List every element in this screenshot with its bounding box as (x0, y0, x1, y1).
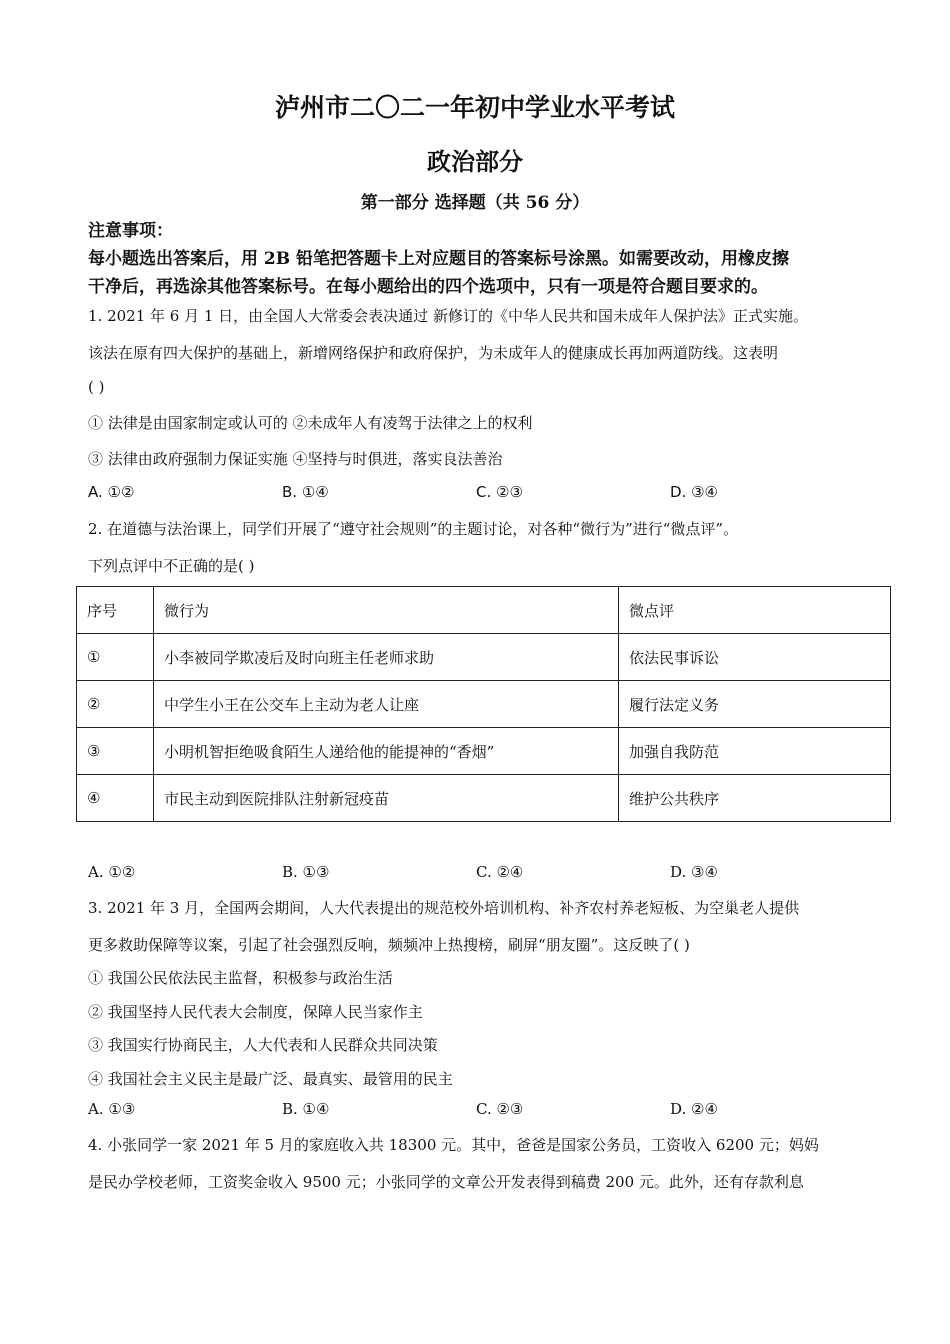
q2-option-b[interactable]: B. ①③ (282, 863, 330, 881)
q3-stem-line-1: 3. 2021 年 3 月，全国两会期间，人大代表提出的规范校外培训机构、补齐农村养老短板、为空巢老人提供 (88, 899, 800, 917)
q1-option-c[interactable]: C. ②③ (476, 483, 523, 501)
q2-option-a[interactable]: A. ①② (88, 863, 136, 881)
exam-subtitle: 政治部分 (427, 147, 523, 176)
q1-stem-line-1: 1. 2021 年 6 月 1 日，由全国人大常委会表决通过 新修订的《中华人民共和国未成年人保护法》正式实施。 (88, 307, 808, 325)
row-behavior: 市民主动到医院排队注射新冠疫苗 (154, 775, 619, 822)
q3-statement-2: ② 我国坚持人民代表大会制度，保障人民当家作主 (88, 1003, 423, 1021)
row-comment: 维护公共秩序 (619, 775, 891, 822)
notice-heading: 注意事项： (88, 221, 173, 241)
q3-stem-line-2: 更多救助保障等议案，引起了社会强烈反响，频频冲上热搜榜，刷屏“朋友圈”。这反映了( ) (88, 936, 690, 954)
q3-statement-4: ④ 我国社会主义民主是最广泛、最真实、最管用的民主 (88, 1070, 453, 1088)
notice-line-2: 干净后，再选涂其他答案标号。在每小题给出的四个选项中，只有一项是符合题目要求的。 (88, 277, 768, 297)
row-behavior: 小李被同学欺凌后及时向班主任老师求助 (154, 634, 619, 681)
notice-line-1: 每小题选出答案后，用 2B 铅笔把答题卡上对应题目的答案标号涂黑。如需要改动，用橡皮擦 (88, 249, 790, 269)
table-row (77, 775, 891, 822)
header-cell-comment: 微点评 (619, 587, 891, 634)
q3-option-a[interactable]: A. ①③ (88, 1100, 136, 1118)
q3-options (88, 1100, 878, 1124)
q3-option-c[interactable]: C. ②③ (476, 1100, 524, 1118)
q4-stem-line-1: 4. 小张同学一家 2021 年 5 月的家庭收入共 18300 元。其中，爸爸是国家公务员，工资收入 6200 元；妈妈 (88, 1136, 819, 1154)
row-index: ① (77, 634, 154, 681)
q2-stem-line-1: 2. 在道德与法治课上，同学们开展了“遵守社会规则”的主题讨论，对各种“微行为”进行“微点评”。 (88, 520, 739, 538)
q1-statement-2: ③ 法律由政府强制力保证实施 ④坚持与时俱进，落实良法善治 (88, 450, 503, 468)
row-index: ④ (77, 775, 154, 822)
q3-option-d[interactable]: D. ②④ (670, 1100, 718, 1118)
row-behavior: 小明机智拒绝吸食陌生人递给他的能提神的“香烟” (154, 728, 619, 775)
table-row (77, 681, 891, 728)
q2-stem-line-2: 下列点评中不正确的是( ) (88, 557, 255, 575)
q1-options (88, 483, 878, 507)
q1-option-d[interactable]: D. ③④ (670, 483, 718, 501)
q1-statement-1: ① 法律是由国家制定或认可的 ②未成年人有凌驾于法律之上的权利 (88, 414, 533, 432)
row-index: ③ (77, 728, 154, 775)
exam-title: 泸州市二〇二一年初中学业水平考试 (274, 93, 675, 122)
row-comment: 履行法定义务 (619, 681, 891, 728)
row-comment: 依法民事诉讼 (619, 634, 891, 681)
header-cell-behavior: 微行为 (154, 587, 619, 634)
q2-options (88, 863, 878, 887)
q3-statement-3: ③ 我国实行协商民主，人大代表和人民群众共同决策 (88, 1036, 438, 1054)
q1-option-b[interactable]: B. ①④ (282, 483, 329, 501)
q4-stem-line-2: 是民办学校老师，工资奖金收入 9500 元；小张同学的文章公开发表得到稿费 200 元。此外，还有存款利息 (88, 1173, 804, 1191)
table-row (77, 728, 891, 775)
q1-answer-blank: ( ) (88, 378, 105, 396)
table-header-row (77, 587, 891, 634)
row-comment: 加强自我防范 (619, 728, 891, 775)
row-index: ② (77, 681, 154, 728)
table-row (77, 634, 891, 681)
q2-option-c[interactable]: C. ②④ (476, 863, 524, 881)
q3-option-b[interactable]: B. ①④ (282, 1100, 330, 1118)
section-heading: 第一部分 选择题（共 56 分） (360, 193, 590, 213)
header-cell-index: 序号 (77, 587, 154, 634)
q3-statement-1: ① 我国公民依法民主监督，积极参与政治生活 (88, 969, 393, 987)
q2-option-d[interactable]: D. ③④ (670, 863, 718, 881)
row-behavior: 中学生小王在公交车上主动为老人让座 (154, 681, 619, 728)
q1-option-a[interactable]: A. ①② (88, 483, 135, 501)
q1-stem-line-2: 该法在原有四大保护的基础上，新增网络保护和政府保护，为未成年人的健康成长再加两道防线。这表明 (88, 344, 779, 362)
q2-table (76, 586, 891, 822)
